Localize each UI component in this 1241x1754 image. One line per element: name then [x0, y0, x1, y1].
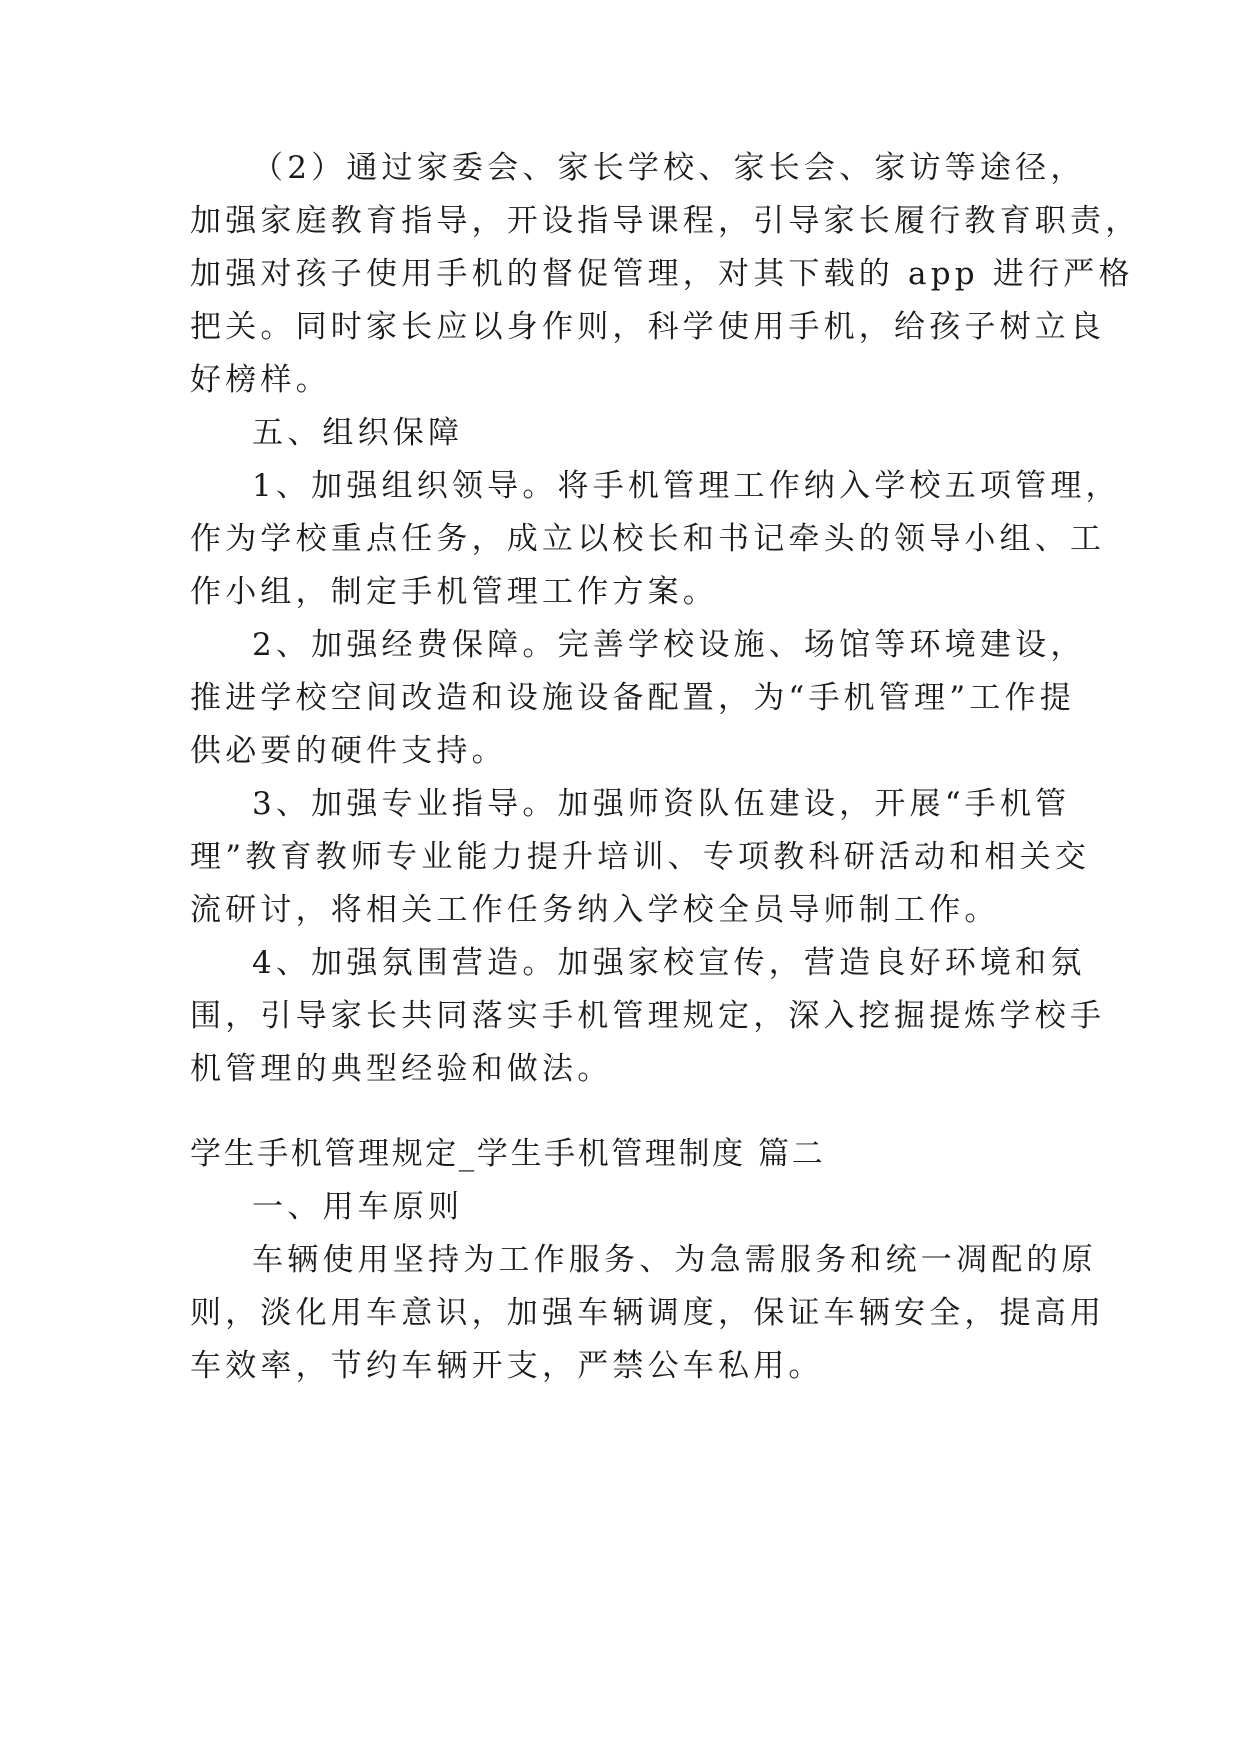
paragraph-line: 2、加强经费保障。完善学校设施、场馆等环境建设， [252, 627, 1086, 663]
paragraph-line: 车辆使用坚持为工作服务、为急需服务和统一凋配的原 [252, 1242, 1097, 1278]
paragraph-line: 好榜样。 [190, 362, 331, 398]
paragraph-line: 推进学校空间改造和设施设备配置，为“手机管理”工作提 [190, 680, 1075, 716]
paragraph-line: 4、加强氛围营造。加强家校宣传，营造良好环境和氛 [252, 945, 1086, 981]
paragraph-line: （2）通过家委会、家长学校、家长会、家访等途径， [252, 150, 1086, 186]
paragraph-line: 围，引导家长共同落实手机管理规定，深入挖掘提炼学校手 [190, 998, 1106, 1034]
paragraph-line: 作小组，制定手机管理工作方案。 [190, 574, 718, 610]
paragraph-line: 车效率，节约车辆开支，严禁公车私用。 [190, 1348, 824, 1384]
paragraph-line: 作为学校重点任务，成立以校长和书记牵头的领导小组、工 [190, 521, 1106, 557]
paragraph-line: 1、加强组织领导。将手机管理工作纳入学校五项管理， [252, 468, 1121, 504]
paragraph-line: 则，淡化用车意识，加强车辆调度，保证车辆安全，提高用 [190, 1295, 1106, 1331]
section-heading: 一、用车原则 [252, 1189, 464, 1225]
paragraph-line: 理”教育教师专业能力提升培训、专项教科研活动和相关交 [190, 839, 1091, 875]
paragraph-line: 加强对孩子使用手机的督促管理，对其下载的 app 进行严格 [190, 256, 1134, 292]
paragraph-line: 流研讨，将相关工作任务纳入学校全员导师制工作。 [190, 892, 1000, 928]
paragraph-line: 加强家庭教育指导，开设指导课程，引导家长履行教育职责， [190, 203, 1141, 239]
paragraph-line: 供必要的硬件支持。 [190, 733, 507, 769]
paragraph-line: 把关。同时家长应以身作则，科学使用手机，给孩子树立良 [190, 309, 1106, 345]
section-heading: 五、组织保障 [252, 415, 464, 451]
article-title: 学生手机管理规定_学生手机管理制度 篇二 [190, 1136, 826, 1172]
paragraph-line: 机管理的典型经验和做法。 [190, 1051, 613, 1087]
paragraph-line: 3、加强专业指导。加强师资队伍建设，开展“手机管 [252, 786, 1071, 822]
